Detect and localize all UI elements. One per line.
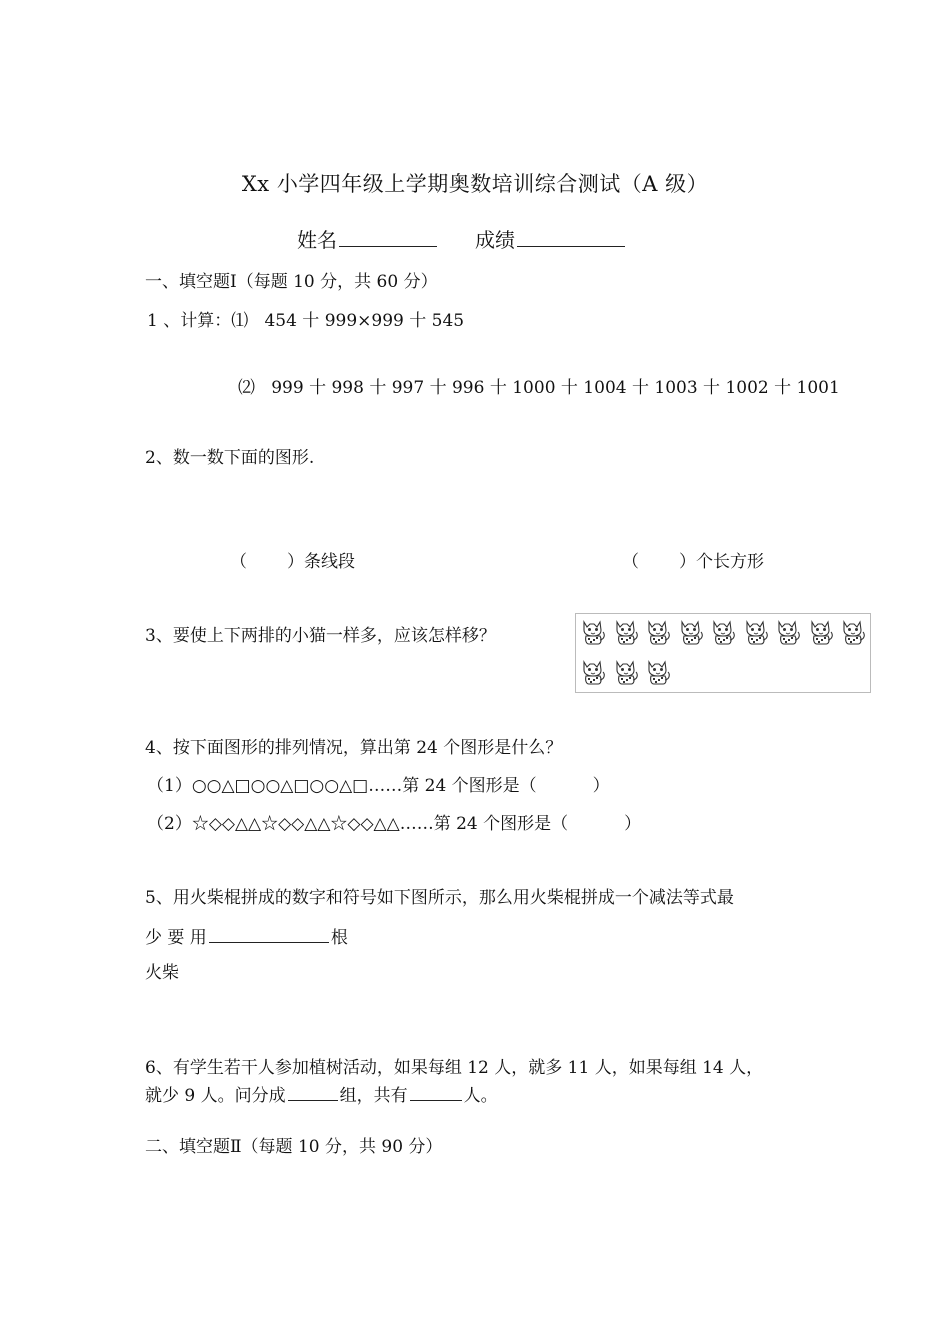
cat-icon — [644, 658, 672, 686]
cat-icon — [709, 618, 737, 646]
cat-icon — [839, 618, 867, 646]
q4-s2-close: ） — [624, 814, 642, 834]
q2-text: 2、数一数下面的图形. — [145, 448, 315, 468]
q4-s1-close: ） — [592, 776, 610, 796]
q4-s1: （1）○○△□○○△□○○△□……第 24 个图形是（ — [147, 776, 537, 796]
q5-matchstick-blank[interactable] — [209, 926, 329, 943]
cat-icon — [644, 618, 672, 646]
cat-figure — [575, 613, 871, 693]
name-label: 姓名 — [297, 228, 337, 252]
section2-heading: 二、填空题Ⅱ（每题 10 分，共 90 分） — [145, 1137, 443, 1157]
q5-line3: 火柴 — [145, 963, 179, 983]
q6-groups-blank[interactable] — [288, 1082, 338, 1101]
q5-line2 — [145, 926, 348, 949]
q2-left-open: （ — [230, 552, 247, 572]
q1-p1-expr: 454 十 999×999 十 545 — [264, 311, 465, 331]
q2-segments-answer — [230, 552, 355, 572]
cat-icon — [612, 618, 640, 646]
cat-icon — [612, 658, 640, 686]
q5-line1: 5、用火柴棍拼成的数字和符号如下图所示，那么用火柴棍拼成一个减法等式最 — [145, 888, 734, 908]
q6-people-blank[interactable] — [410, 1082, 462, 1101]
q2-left-close: ）条线段 — [287, 552, 355, 572]
q4-sequence2 — [147, 814, 641, 834]
cat-icon — [677, 618, 705, 646]
score-blank[interactable] — [517, 225, 625, 247]
q5-line2-pre: 少 要 用 — [145, 928, 207, 949]
score-field — [475, 225, 627, 252]
cat-icon — [579, 618, 607, 646]
q6-line2-b: 组，共有 — [339, 1085, 408, 1106]
q1-p2-num: ⑵ — [238, 378, 255, 398]
page-title: Xx 小学四年级上学期奥数培训综合测试（A 级） — [241, 172, 709, 196]
score-label: 成绩 — [475, 228, 515, 252]
name-blank[interactable] — [339, 225, 437, 247]
q2-right-close: ）个长方形 — [679, 552, 764, 572]
q3-text: 3、要使上下两排的小猫一样多，应该怎样移？ — [145, 626, 496, 646]
q6-line2 — [145, 1082, 498, 1106]
cat-icon — [807, 618, 835, 646]
name-field — [297, 225, 439, 252]
q1-p1-num: ⑴ — [231, 311, 249, 331]
q2-rectangles-answer — [622, 552, 764, 572]
q1-part1 — [147, 311, 464, 331]
q2-right-open: （ — [622, 552, 639, 572]
q1-p2-expr: 999 十 998 十 997 十 996 十 1000 十 1004 十 1003 十 1002 十 1001 — [271, 378, 840, 398]
cat-icon — [742, 618, 770, 646]
q1-part2 — [238, 378, 840, 398]
q4-s2: （2）☆◇◇△△☆◇◇△△☆◇◇△△……第 24 个图形是（ — [147, 814, 569, 834]
cat-icon — [774, 618, 802, 646]
q6-line2-c: 人。 — [463, 1085, 498, 1106]
q1-prefix: 1 、计算： — [147, 311, 232, 331]
q6-line2-a: 就少 9 人。问分成 — [145, 1085, 286, 1106]
q6-line1: 6、有学生若干人参加植树活动，如果每组 12 人，就多 11 人，如果每组 14 人， — [145, 1058, 764, 1078]
section1-heading: 一、填空题Ⅰ（每题 10 分，共 60 分） — [145, 272, 438, 292]
q5-line2-post: 根 — [330, 928, 348, 949]
q4-sequence1 — [147, 776, 610, 796]
cat-icon — [579, 658, 607, 686]
q4-text: 4、按下面图形的排列情况，算出第 24 个图形是什么？ — [145, 738, 563, 758]
